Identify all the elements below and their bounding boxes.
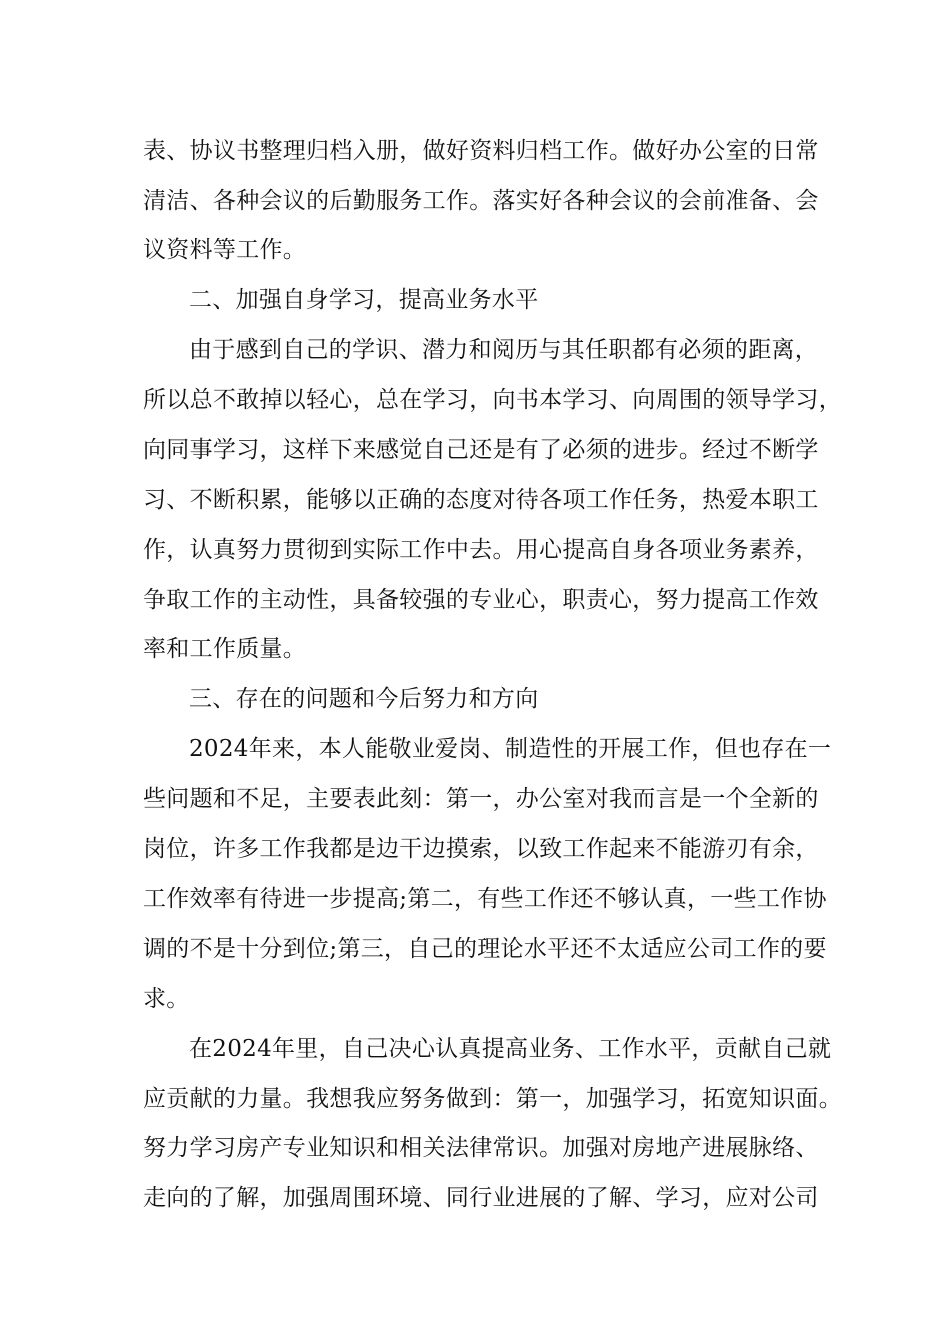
section-heading: 三、存在的问题和今后努力和方向 xyxy=(189,686,539,712)
section-heading: 二、加强自身学习，提高业务水平 xyxy=(189,287,539,313)
body-text-line: 作，认真努力贯彻到实际工作中去。用心提高自身各项业务素养， xyxy=(143,537,819,563)
body-text-line: 求。 xyxy=(143,986,190,1012)
body-text-line: 岗位，许多工作我都是边干边摸索，以致工作起来不能游刃有余， xyxy=(143,836,819,862)
body-text-line: 努力学习房产专业知识和相关法律常识。加强对房地产进展脉络、 xyxy=(143,1135,819,1161)
body-text-line: 所以总不敢掉以轻心，总在学习，向书本学习、向周围的领导学习， xyxy=(143,387,842,413)
body-text-line: 应贡献的力量。我想我应努务做到：第一，加强学习，拓宽知识面。 xyxy=(143,1086,842,1112)
body-text-line: 争取工作的主动性，具备较强的专业心，职责心，努力提高工作效 xyxy=(143,587,819,613)
body-text-line: 工作效率有待进一步提高;第二，有些工作还不够认真，一些工作协 xyxy=(143,886,827,912)
body-text-line: 走向的了解，加强周围环境、同行业进展的了解、学习，应对公司 xyxy=(143,1185,819,1211)
body-text-line: 在2024年里，自己决心认真提高业务、工作水平，贡献自己就 xyxy=(189,1036,832,1062)
body-text-line: 率和工作质量。 xyxy=(143,636,307,662)
body-text-line: 议资料等工作。 xyxy=(143,237,307,263)
body-text-line: 2024年来，本人能敬业爱岗、制造性的开展工作，但也存在一 xyxy=(189,736,832,762)
body-text-line: 表、协议书整理归档入册，做好资料归档工作。做好办公室的日常 xyxy=(143,138,819,164)
body-text-line: 些问题和不足，主要表此刻：第一，办公室对我而言是一个全新的 xyxy=(143,786,819,812)
body-text-line: 调的不是十分到位;第三，自己的理论水平还不太适应公司工作的要 xyxy=(143,936,827,962)
body-text-line: 由于感到自己的学识、潜力和阅历与其任职都有必须的距离， xyxy=(189,337,819,363)
body-text-line: 习、不断积累，能够以正确的态度对待各项工作任务，热爱本职工 xyxy=(143,487,819,513)
body-text-line: 向同事学习，这样下来感觉自己还是有了必须的进步。经过不断学 xyxy=(143,437,819,463)
body-text-line: 清洁、各种会议的后勤服务工作。落实好各种会议的会前准备、会 xyxy=(143,188,819,214)
